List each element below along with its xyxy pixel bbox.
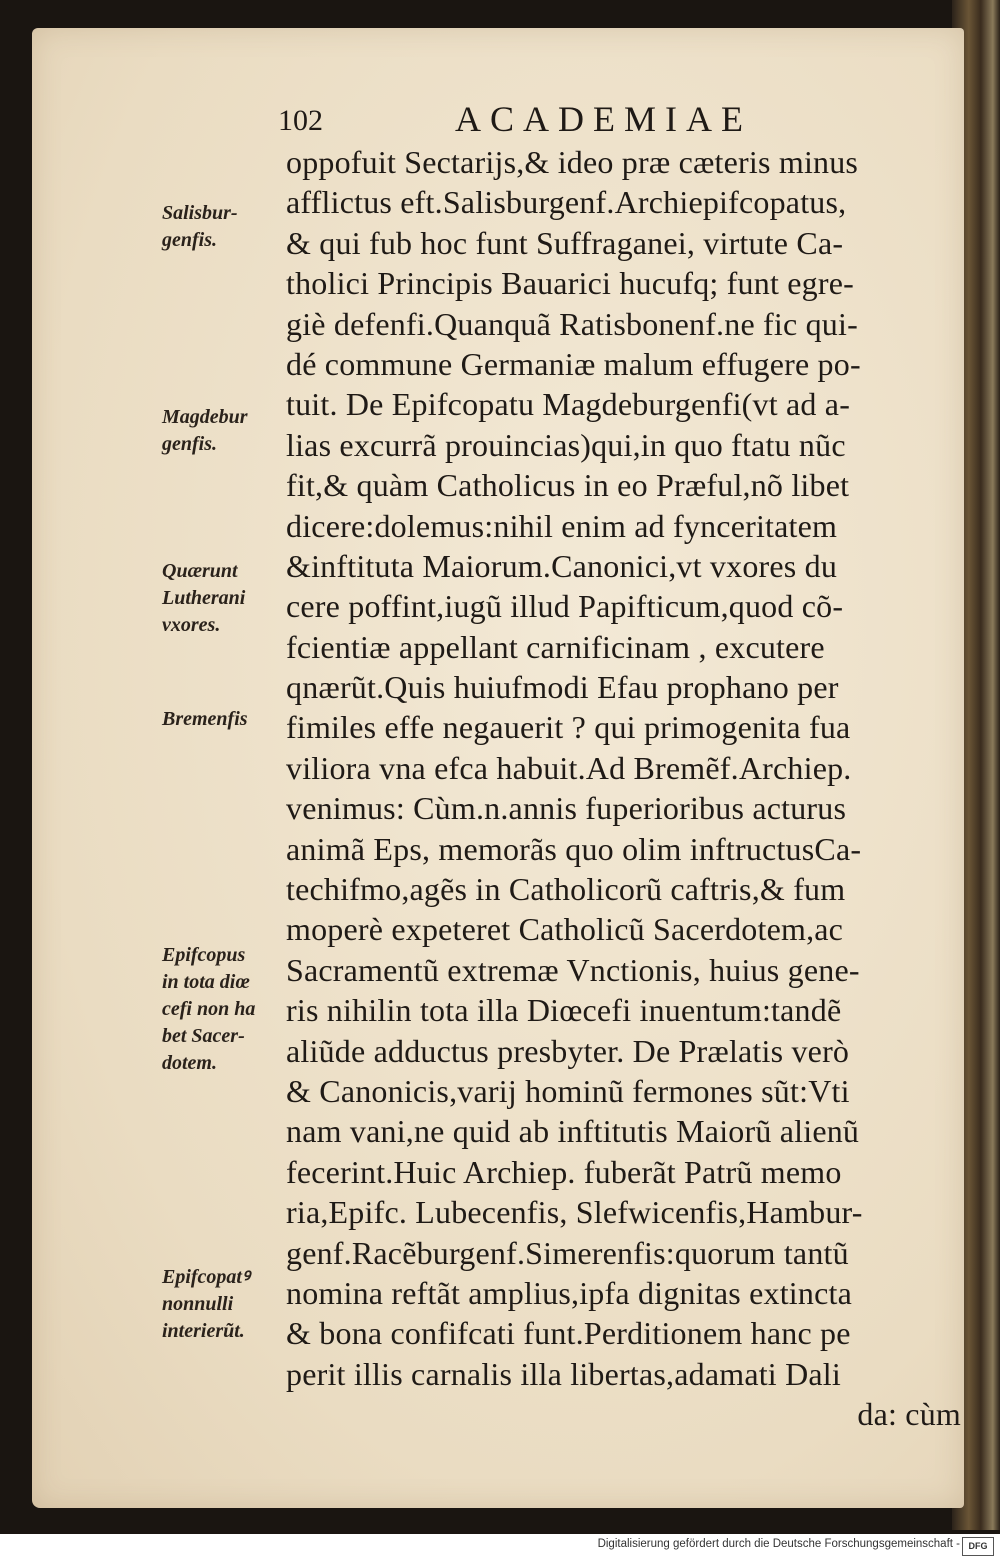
text-line: fimiles effe negauerit ? qui primogenita fua [286, 709, 851, 746]
text-line: fcientiæ appellant carnificinam , excutere [286, 628, 825, 665]
text-line: nam vani,ne quid ab inftitutis Maiorũ alienũ [286, 1113, 860, 1150]
text-line: animã Eps, memorãs quo olim inftructusCa- [286, 830, 862, 867]
marginal-note-bremensis: Bremenfis [162, 708, 248, 730]
text-line: techifmo,agẽs in Catholicorũ caftris,& fum [286, 871, 846, 908]
funding-credit: Digitalisierung gefördert durch die Deutsche Forschungsgemeinschaft - [597, 1538, 960, 1550]
text-line: tholici Principis Bauarici hucufq; funt egre- [286, 265, 854, 302]
text-line: lias excurrã prouincias)qui,in quo ftatu nũc [286, 426, 846, 463]
text-line: & qui fub hoc funt Suffraganei, virtute Ca- [286, 224, 844, 261]
dfg-logo-icon: DFG [962, 1537, 994, 1556]
text-line: & bona confifcati funt.Perditionem hanc pe [286, 1315, 851, 1352]
text-line: venimus: Cùm.n.annis fuperioribus acturus [286, 790, 847, 827]
text-line: genf.Racẽburgenf.Simerenfis:quorum tantũ [286, 1234, 849, 1271]
text-line: Sacramentũ extremæ Vnctionis, huius gene- [286, 951, 860, 988]
text-line: perit illis carnalis illa libertas,adamati Dali [286, 1355, 841, 1392]
text-line: moperè expeteret Catholicũ Sacerdotem,ac [286, 911, 844, 948]
text-line: & Canonicis,varij hominũ fermones sũt:Vti [286, 1072, 850, 1109]
marginal-note-magdeburgensis: Magdebur genfis. [162, 406, 248, 455]
marginal-note-quaerunt: Quærunt Lutherani vxores. [162, 560, 246, 636]
main-text [286, 142, 961, 1435]
marginal-note-episcopatus: Epifcopatꝰ nonnulli interierũt. [162, 1266, 250, 1342]
footer-bar [0, 1534, 1000, 1558]
text-line: fit,& quàm Catholicus in eo Præful,nõ libet [286, 467, 850, 504]
text-line: qnærũt.Quis huiufmodi Efau prophano per [286, 669, 839, 706]
text-line: aliũde adductus presbyter. De Prælatis verò [286, 1032, 850, 1069]
text-line: nomina reftãt amplius,ipfa dignitas extincta [286, 1274, 852, 1311]
text-line: cere poffint,iugũ illud Papifticum,quod cõ- [286, 588, 844, 625]
running-title: ACADEMIAE [455, 99, 752, 139]
text-line: &inftituta Maiorum.Canonici,vt vxores du [286, 547, 838, 584]
page-number: 102 [278, 104, 323, 137]
catchword: da: cùm [857, 1396, 961, 1433]
text-line: ria,Epifc. Lubecenfis, Slefwicenfis,Hambur- [286, 1194, 863, 1231]
text-line: oppofuit Sectarijs,& ideo præ cæteris minus [286, 144, 859, 180]
text-line: dé commune Germaniæ malum effugere po- [286, 345, 861, 382]
text-line: giè defenfi.Quanquã Ratisbonenf.ne fic qui- [286, 305, 858, 342]
marginal-note-episcopus: Epifcopus in tota diœ cefi non ha bet Sacer- dotem. [162, 944, 256, 1074]
text-line: ris nihilin tota illa Diœcefi inuentum:tandẽ [286, 992, 842, 1029]
marginal-note-salisburgensis: Salisbur- genfis. [162, 202, 238, 251]
text-line: dicere:dolemus:nihil enim ad fynceritatem [286, 507, 838, 544]
text-line: afflictus eft.Salisburgenf.Archiepifcopatus, [286, 184, 847, 221]
text-line: fecerint.Huic Archiep. fuberãt Patrũ memo [286, 1153, 842, 1190]
text-line: tuit. De Epifcopatu Magdeburgenfi(vt ad a- [286, 386, 851, 423]
text-line: viliora vna efca habuit.Ad Bremẽf.Archiep. [286, 749, 852, 786]
